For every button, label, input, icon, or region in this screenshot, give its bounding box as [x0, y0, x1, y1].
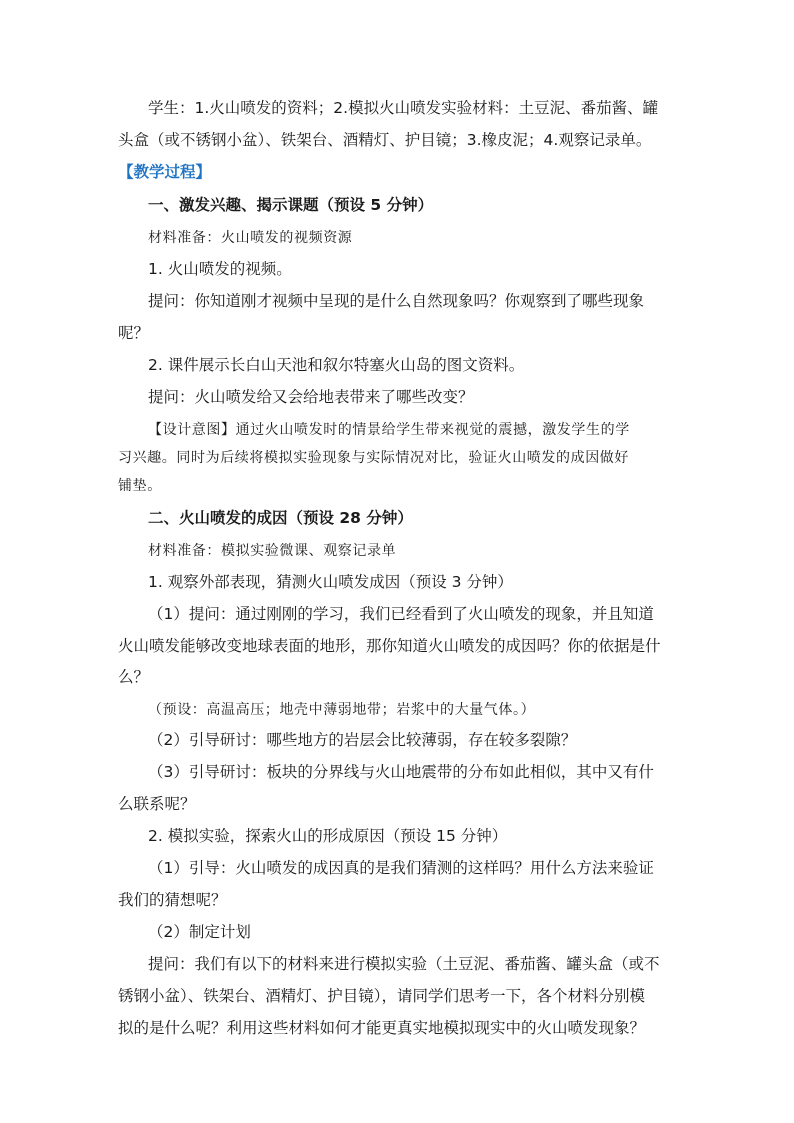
paragraph-line: 提问：你知道刚才视频中呈现的是什么自然现象吗？你观察到了哪些现象 — [148, 292, 645, 310]
section-heading: 【教学过程】 — [118, 163, 212, 181]
paragraph-line: 1. 火山喷发的视频。 — [148, 260, 292, 278]
paragraph-line: 学生：1.火山喷发的资料；2.模拟火山喷发实验材料：土豆泥、番茄酱、罐 — [148, 99, 659, 117]
section-heading: 二、火山喷发的成因（预设 28 分钟） — [148, 509, 413, 527]
paragraph-line: 锈钢小盆）、铁架台、酒精灯、护目镜），请同学们思考一下，各个材料分别模 — [118, 987, 646, 1005]
paragraph-line: 么联系呢？ — [118, 795, 196, 813]
paragraph-line: 提问：我们有以下的材料来进行模拟实验（土豆泥、番茄酱、罐头盒（或不 — [148, 955, 660, 973]
paragraph-line: 2. 课件展示长白山天池和叙尔特塞火山岛的图文资料。 — [148, 356, 525, 374]
materials-note: 材料准备：模拟实验微课、观察记录单 — [148, 543, 397, 559]
paragraph-line: 拟的是什么呢？利用这些材料如何才能更真实地模拟现实中的火山喷发现象？ — [118, 1019, 646, 1037]
materials-note: 材料准备：火山喷发的视频资源 — [148, 230, 353, 246]
paragraph-line: 呢？ — [118, 324, 150, 342]
paragraph-line: 提问：火山喷发给又会给地表带来了哪些改变？ — [148, 388, 474, 406]
paragraph-line: 火山喷发能够改变地球表面的地形，那你知道火山喷发的成因吗？你的依据是什 — [118, 637, 661, 655]
design-intent-line: 习兴趣。同时为后续将模拟实验现象与实际情况对比，验证火山喷发的成因做好 — [118, 450, 629, 466]
preset-answer-line: （预设：高温高压；地壳中薄弱地带；岩浆中的大量气体。） — [148, 702, 536, 718]
paragraph-line: 2. 模拟实验，探索火山的形成原因（预设 15 分钟） — [148, 827, 508, 845]
paragraph-line: （1）引导：火山喷发的成因真的是我们猜测的这样吗？用什么方法来验证 — [148, 859, 654, 877]
paragraph-line: 我们的猜想呢？ — [118, 891, 227, 909]
paragraph-line: （1）提问：通过刚刚的学习，我们已经看到了火山喷发的现象，并且知道 — [148, 605, 654, 623]
paragraph-line: （2）引导研讨：哪些地方的岩层会比较薄弱，存在较多裂隙？ — [148, 731, 577, 749]
paragraph-line: （2）制定计划 — [148, 923, 251, 941]
design-intent-line: 【设计意图】通过火山喷发时的情景给学生带来视觉的震撼，激发学生的学 — [148, 422, 630, 438]
section-heading: 一、激发兴趣、揭示课题（预设 5 分钟） — [148, 196, 434, 214]
paragraph-line: 1. 观察外部表现，猜测火山喷发成因（预设 3 分钟） — [148, 573, 513, 591]
paragraph-line: （3）引导研讨：板块的分界线与火山地震带的分布如此相似，其中又有什 — [148, 763, 654, 781]
design-intent-line: 铺垫。 — [118, 478, 162, 494]
paragraph-line: 头盒（或不锈钢小盆）、铁架台、酒精灯、护目镜；3.橡皮泥；4.观察记录单。 — [118, 131, 652, 149]
paragraph-line: 么？ — [118, 668, 150, 686]
